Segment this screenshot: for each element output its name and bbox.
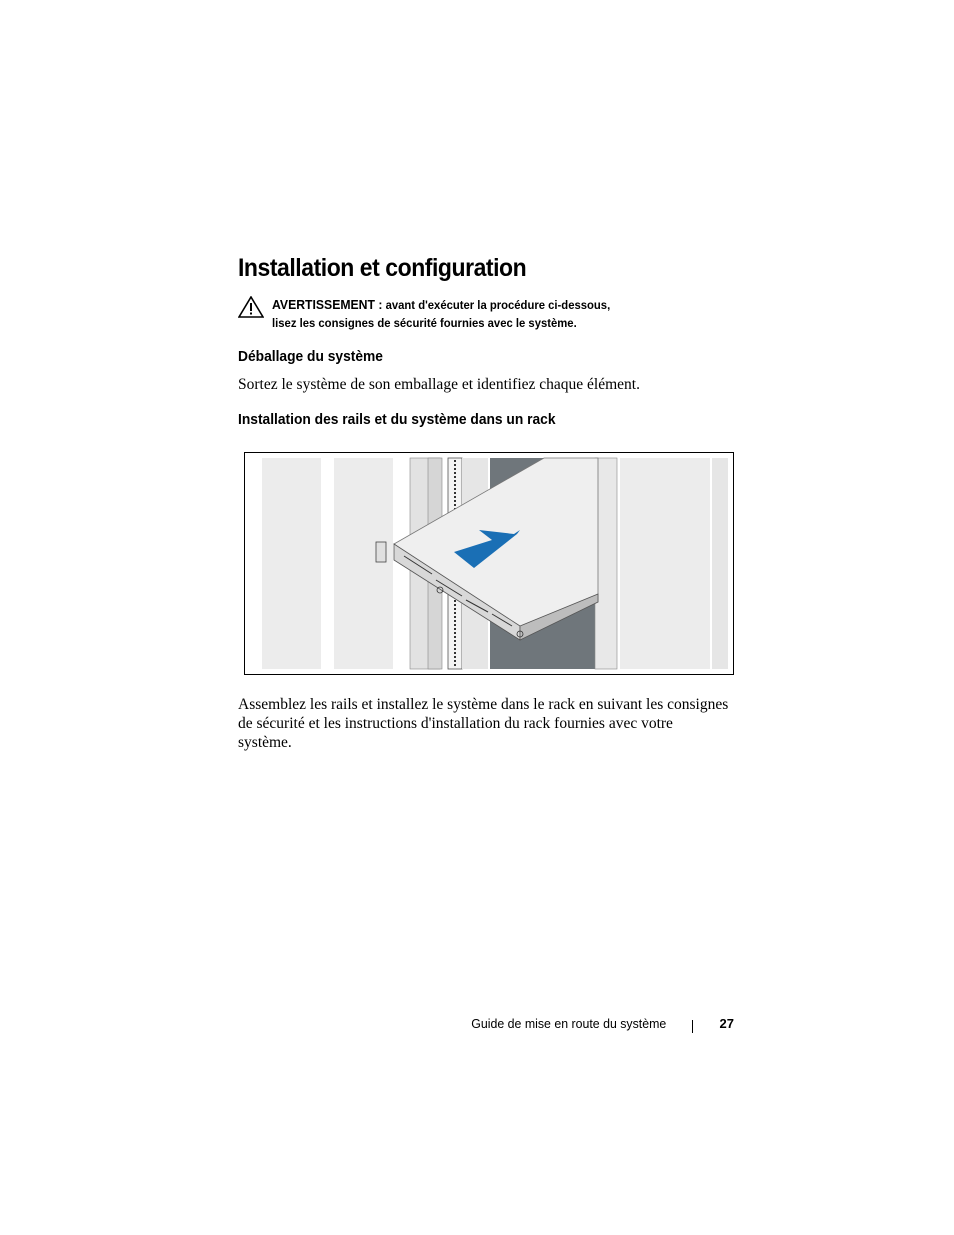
warning-line-1: avant d'exécuter la procédure ci-dessous,: [385, 298, 611, 312]
section-heading-unpacking: Déballage du système: [238, 348, 383, 365]
rack-text-line-3: système.: [238, 734, 292, 751]
warning-line-2: lisez les consignes de sécurité fournies avec le système.: [272, 316, 577, 330]
rack-installation-illustration: [244, 452, 734, 675]
page-number: 27: [719, 1016, 734, 1031]
rack-text-line-2: de sécurité et les instructions d'installation du rack fournies avec votre: [238, 715, 673, 732]
footer-separator: [692, 1020, 693, 1033]
unpacking-text: Sortez le système de son emballage et identifiez chaque élément.: [238, 376, 640, 393]
warning-text: [272, 296, 714, 332]
warning-label: AVERTISSEMENT :: [272, 297, 383, 312]
rack-text-line-1: Assemblez les rails et installez le système dans le rack en suivant les consignes: [238, 696, 729, 713]
section-heading-rack: Installation des rails et du système dans un rack: [238, 411, 556, 428]
warning-triangle-icon: [238, 296, 264, 318]
footer-guide-title: Guide de mise en route du système: [471, 1016, 666, 1031]
page-footer: [400, 1016, 734, 1036]
page-title: Installation et configuration: [238, 254, 527, 282]
